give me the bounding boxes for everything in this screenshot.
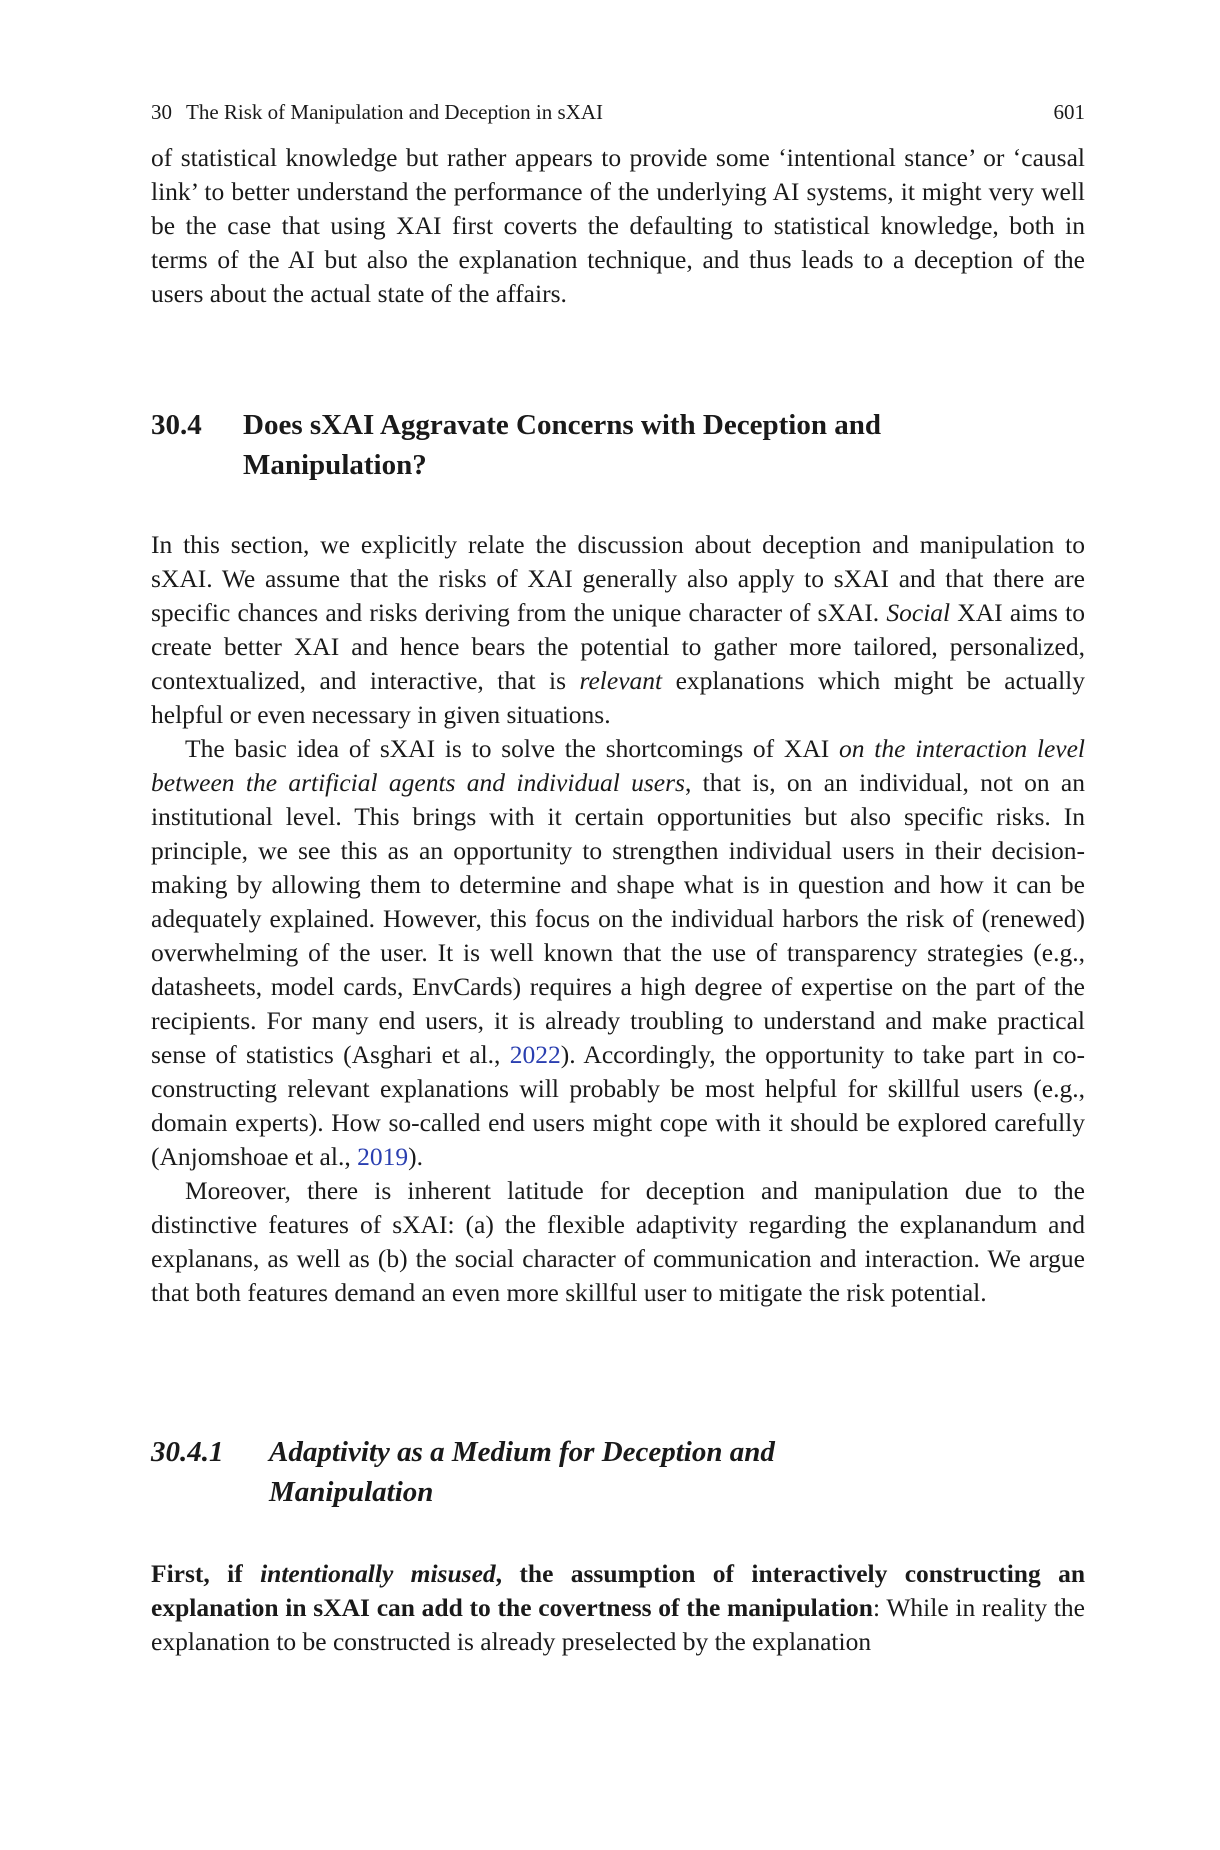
- para1-text-a: In this section, we explicitly relate the discussion about deception and manipulation to sXAI. We assume that the risks of XAI generally also apply to sXAI and that there are specific chances and risks deriving from the unique character of sXAI.: [151, 530, 1085, 627]
- subsection-heading: [151, 1432, 1085, 1512]
- paragraph-4-block: [151, 1557, 1085, 1659]
- chapter-title: The Risk of Manipulation and Deception in sXAI: [186, 100, 604, 124]
- para2-text-c: , that is, on an individual, not on an institutional level. This brings with it certain opportunities but also specific risks. In principle, we see this as an opportunity to strengthen individual users in their decision-making by allowing them to determine and shape what is in question and how it can be adequately explained. However, this focus on the individual harbors the risk of (renewed) overwhelming of the user. It is well known that the use of transparency strategies (e.g., datasheets, model cards, EnvCards) requires a high degree of expertise on the part of the recipients. For many end users, it is already troubling to understand and make practical sense of statistics (Asghari et al.,: [151, 768, 1086, 1069]
- para1-text-e: explanations which might be actually helpful or even necessary in given situations.: [151, 666, 1085, 729]
- para1-italic-social: Social: [886, 598, 951, 627]
- paragraph-4: [151, 1557, 1085, 1659]
- subsection-title: Adaptivity as a Medium for Deception and Manipulation: [269, 1436, 775, 1508]
- section-heading: [151, 405, 1085, 485]
- para2-text-d: ). Accordingly, the opportunity to take part in co-constructing relevant explanations will probably be most helpful for skillful users (e.g., domain experts). How so-called end users might cope with it should be explored carefully (Anjomshoae et al.,: [151, 1040, 1085, 1171]
- para4-bold-a: First, if: [151, 1559, 261, 1588]
- paragraph-2: [151, 732, 1085, 1174]
- page-number: 601: [1053, 100, 1085, 124]
- intro-paragraph: of statistical knowledge but rather appears to provide some ‘intentional stance’ or ‘causal link’ to better understand the performance of the underlying AI systems, it might very well be the case that using XAI first coverts the defaulting to statistical knowledge, both in terms of the AI but also the explanation technique, and thus leads to a deception of the users about the actual state of the affairs.: [151, 143, 1085, 308]
- para1-italic-relevant: relevant: [579, 666, 663, 695]
- para2-text-a: The basic idea of sXAI is to solve the shortcomings of XAI: [185, 734, 840, 763]
- paragraph-3: Moreover, there is inherent latitude for deception and manipulation due to the distinctive features of sXAI: (a) the flexible adaptivity regarding the explanandum and explanans, as well as (b) the social character of communication and interaction. We argue that both features demand an even more skillful user to mitigate the risk potential.: [151, 1176, 1085, 1307]
- chapter-number: 30: [151, 100, 172, 124]
- running-head: [151, 98, 1085, 126]
- citation-link-2019[interactable]: 2019: [357, 1142, 409, 1171]
- section-number: 30.4: [151, 409, 202, 441]
- para4-bold-italic: intentionally misused: [260, 1559, 496, 1588]
- para2-text-e: ).: [408, 1142, 423, 1171]
- intro-paragraph-block: [151, 141, 1085, 311]
- para2-italic-phrase: on the interaction level between the artificial agents and individual users: [151, 734, 1085, 797]
- paragraph-1: [151, 528, 1085, 732]
- citation-link-2022[interactable]: 2022: [509, 1040, 561, 1069]
- section-title: Does sXAI Aggravate Concerns with Deception and Manipulation?: [243, 409, 881, 481]
- subsection-number: 30.4.1: [151, 1436, 224, 1468]
- para4-bold-c: , the assumption of interactively constructing an explanation in sXAI can add to the covertness of the manipulation: [151, 1559, 1085, 1622]
- para4-text-d: : While in reality the explanation to be constructed is already preselected by the explanation: [151, 1593, 1085, 1656]
- para1-text-c: XAI aims to create better XAI and hence bears the potential to gather more tailored, personalized, contextualized, and interactive, that is: [151, 598, 1085, 695]
- body-text-block: [151, 528, 1085, 1310]
